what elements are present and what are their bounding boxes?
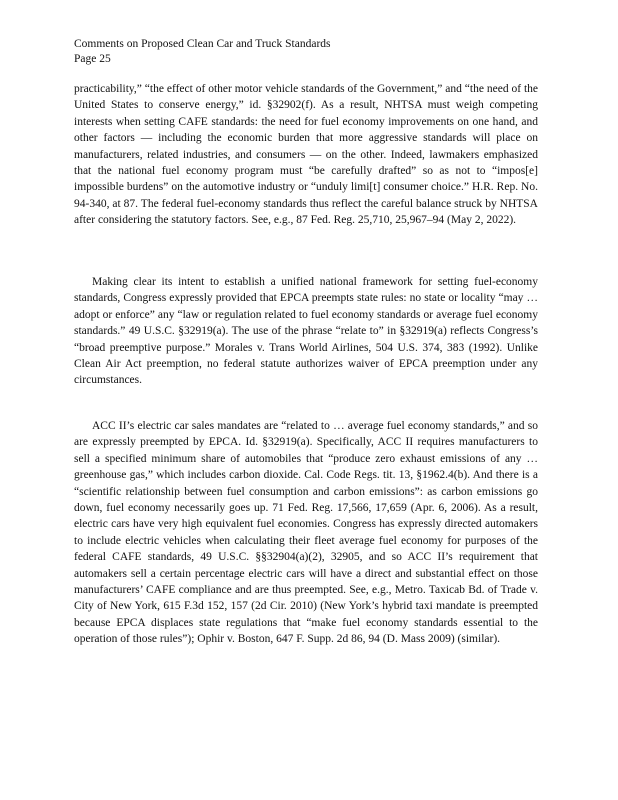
page-header [74,37,544,67]
body-paragraph-2: Making clear its intent to establish a unified national framework for setting fuel-economy standards, Congress expressly provided that EPCA preempts state rules: no state or locality “may … adopt or enforce” any “law or regulation related to fuel economy standards or average fuel economy standards.” 49 U.S.C. §32919(a). The use of the phrase “relate to” in §32919(a) reflects Congress’s “broad preemptive purpose.” Morales v. Trans World Airlines, 504 U.S. 374, 383 (1992). Unlike Clean Air Act preemption, no federal statute authorizes waiver of EPCA preemption under any circumstances. [74,276,538,387]
body-paragraph-1: practicability,” “the effect of other motor vehicle standards of the Government,” and “the need of the United States to conserve energy,” id. §32902(f). As a result, NHTSA must weigh competing interests when setting CAFE standards: the need for fuel economy improvements on one hand, and other factors — including the economic burden that more aggressive standards will place on manufacturers, related industries, and consumers — on the other. Indeed, lawmakers emphasized that the national fuel economy program must “be carefully drafted” so as not to “impos[e] impossible burdens” on the automotive industry or “unduly limi[t] consumer choice.” H.R. Rep. No. 94-340, at 87. The federal fuel-economy standards thus reflect the careful balance struck by NHTSA after considering the statutory factors. See, e.g., 87 Fed. Reg. 25,710, 25,967–94 (May 2, 2022). [74,83,538,227]
body-paragraph-3: ACC II’s electric car sales mandates are “related to … average fuel economy standards,” and so are expressly preempted by EPCA. Id. §32919(a). Specifically, ACC II requires manufacturers to sell a specified minimum share of automobiles that “produce zero exhaust emissions of any … greenhouse gas,” which includes carbon dioxide. Cal. Code Regs. tit. 13, §1962.4(b). And there is a “scientific relationship between fuel consumption and carbon emissions”: as carbon emissions go down, fuel economy necessarily goes up. 71 Fed. Reg. 17,566, 17,659 (Apr. 6, 2006). As a result, electric cars have very high equivalent fuel economies. Congress has expressly directed automakers to include electric vehicles when calculating their fleet average fuel economy for purposes of the federal CAFE standards, 49 U.S.C. §§32904(a)(2), 32905, and so ACC II’s requirement that automakers sell a certain percentage electric cars will have a direct and substantial effect on those manufacturers’ CAFE compliance and are thus preempted. See, e.g., Metro. Taxicab Bd. of Trade v. City of New York, 615 F.3d 152, 157 (2d Cir. 2010) (New York’s hybrid taxi mandate is preempted because EPCA displaces state regulations that “make fuel economy standards essential to the operation of those rules”); Ophir v. Boston, 647 F. Supp. 2d 86, 94 (D. Mass 2009) (similar). [74,420,538,646]
header-title: Comments on Proposed Clean Car and Truck Standards [74,38,331,50]
page-number: Page 25 [74,53,111,65]
